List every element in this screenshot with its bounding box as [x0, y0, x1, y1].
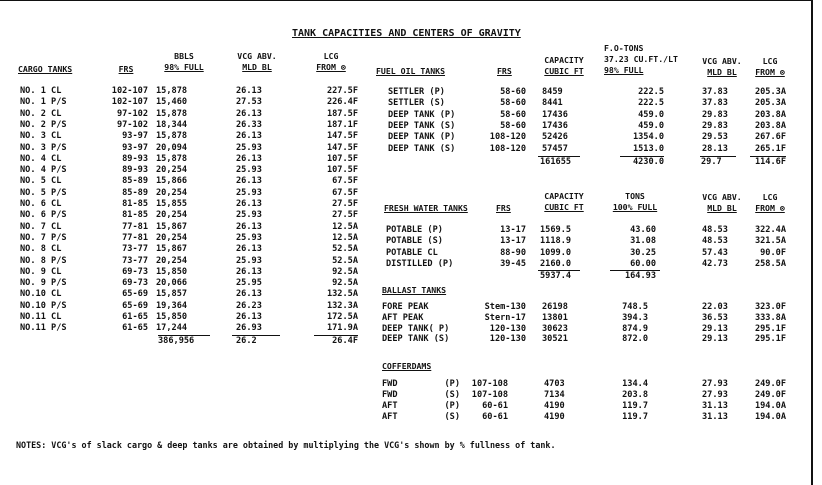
ballast-tank-lcg: 295.1F — [754, 334, 786, 345]
fuel-tank-capacity: 8441 — [542, 98, 563, 109]
cofferdam-capacity: 4190 — [544, 401, 565, 411]
cargo-tank-frs: 81-85 — [122, 199, 148, 209]
cargo-tank-name: NO. 8 CL — [20, 244, 62, 255]
cargo-tank-lcg: 171.9A — [326, 323, 358, 334]
cargo-tank-frs: 61-65 — [122, 312, 148, 322]
fresh-tank-lcg: 321.5A — [754, 236, 786, 247]
fresh-header-lcg: LCG — [762, 192, 778, 202]
cargo-tank-frs: 93-97 — [122, 142, 148, 153]
cargo-tank-frs: 69-73 — [122, 266, 148, 277]
cargo-tank-frs: 73-77 — [122, 244, 148, 255]
page-title: TANK CAPACITIES AND CENTERS OF GRAVITY — [292, 28, 521, 39]
fuel-tank-tons: 459.0 — [638, 109, 664, 120]
cargo-tank-lcg: 12.5A — [332, 232, 358, 243]
cargo-tank-frs: 102-107 — [111, 97, 148, 108]
cofferdam-capacity: 7134 — [544, 390, 565, 400]
cargo-tank-frs: 97-102 — [116, 108, 148, 119]
cargo-tank-vcg: 27.53 — [236, 97, 262, 108]
ballast-tank-frs: 120-130 — [489, 334, 526, 345]
cargo-tank-vcg: 26.13 — [236, 289, 262, 300]
cargo-tank-lcg: 227.5F — [326, 86, 358, 96]
fuel-tank-capacity: 57457 — [542, 143, 568, 154]
cargo-tank-lcg: 52.5A — [332, 255, 358, 266]
cofferdam-frs: 60-61 — [482, 401, 508, 411]
fresh-tank-name: POTABLE CL — [386, 247, 438, 258]
cargo-tank-bbls: 18,344 — [156, 119, 188, 130]
ballast-header: BALLAST TANKS — [382, 285, 447, 295]
fuel-total-tons: 4230.0 — [632, 157, 664, 167]
fuel-tank-frs: 58-60 — [500, 98, 526, 109]
cargo-tank-frs: 85-89 — [122, 187, 148, 198]
cargo-tank-vcg: 26.93 — [236, 323, 262, 334]
fresh-tank-frs: 88-90 — [500, 247, 526, 258]
cargo-header-tanks: CARGO TANKS — [18, 64, 73, 74]
cargo-tank-frs: 102-107 — [111, 86, 148, 96]
cargo-tank-bbls: 15,867 — [156, 244, 188, 255]
cargo-tank-lcg: 67.5F — [332, 187, 358, 198]
cargo-tank-name: NO. 1 P/S — [20, 97, 67, 108]
cofferdam-side: (P) — [444, 401, 460, 411]
fuel-tank-lcg: 205.3A — [754, 98, 786, 109]
ballast-tank-name: FORE PEAK — [382, 302, 429, 312]
cargo-tank-lcg: 187.1F — [326, 119, 358, 130]
fuel-tank-capacity: 52426 — [542, 132, 568, 143]
cargo-tank-bbls: 20,254 — [156, 187, 188, 198]
cargo-header-vcg-sub: MLD BL — [242, 62, 272, 72]
fuel-tank-frs: 58-60 — [500, 87, 526, 97]
cofferdam-vcg: 27.93 — [702, 379, 728, 389]
fuel-tank-tons: 222.5 — [638, 87, 664, 97]
cofferdam-side: (S) — [444, 390, 460, 400]
fuel-header-lcg: LCG — [762, 56, 778, 66]
cofferdam-lcg: 194.0A — [754, 412, 786, 422]
cargo-tank-lcg: 107.5F — [326, 153, 358, 164]
fuel-tank-name: DEEP TANK (S) — [388, 120, 456, 131]
fuel-tank-tons: 222.5 — [638, 98, 664, 109]
cofferdam-tons: 134.4 — [622, 379, 648, 389]
fuel-header-tons-sub: 98% FULL — [604, 65, 644, 75]
fuel-header-tanks: FUEL OIL TANKS — [376, 66, 446, 76]
cargo-tank-lcg: 172.5A — [326, 312, 358, 322]
cofferdam-name: AFT — [382, 401, 398, 411]
cargo-tank-bbls: 15,850 — [156, 312, 188, 322]
ballast-tank-name: DEEP TANK( P) — [382, 323, 450, 334]
fresh-header-tons: TONS — [625, 191, 645, 201]
ballast-tank-capacity: 30521 — [542, 334, 568, 345]
fresh-tank-vcg: 48.53 — [702, 236, 728, 247]
cargo-tank-bbls: 20,254 — [156, 210, 188, 221]
cargo-tank-name: NO.11 CL — [20, 312, 62, 322]
cargo-tank-name: NO. 8 P/S — [20, 255, 67, 266]
ballast-tank-lcg: 295.1F — [754, 323, 786, 334]
cargo-tank-bbls: 15,850 — [156, 266, 188, 277]
fuel-header-capacity-sub: CUBIC FT — [544, 66, 584, 76]
cargo-tank-lcg: 12.5A — [332, 221, 358, 232]
cargo-header-frs: FRS — [118, 64, 134, 74]
fuel-tank-lcg: 203.8A — [754, 120, 786, 131]
cofferdam-frs: 60-61 — [482, 412, 508, 422]
fuel-header-frs: FRS — [497, 66, 512, 76]
cargo-tank-bbls: 20,094 — [156, 142, 188, 153]
cargo-header-lcg-sub: FROM ⊗ — [316, 62, 346, 72]
fresh-header-lcg-sub: FROM ⊗ — [755, 203, 785, 213]
fuel-header-vcg-sub: MLD BL — [707, 67, 737, 77]
cargo-tank-frs: 73-77 — [122, 255, 148, 266]
fuel-tank-name: DEEP TANK (P) — [388, 109, 456, 120]
fuel-tank-frs: 58-60 — [500, 120, 526, 131]
ballast-tank-lcg: 333.8A — [754, 312, 786, 323]
fresh-tank-vcg: 57.43 — [702, 247, 728, 258]
cofferdam-capacity: 4190 — [544, 412, 565, 422]
cargo-tank-bbls: 20,066 — [156, 278, 188, 289]
ballast-tank-vcg: 29.13 — [702, 334, 728, 345]
fuel-tank-capacity: 8459 — [542, 87, 563, 97]
cargo-total-bbls: 386,956 — [158, 336, 195, 346]
fresh-header-capacity: CAPACITY — [544, 191, 584, 201]
cofferdam-lcg: 249.0F — [754, 379, 786, 389]
fuel-tank-vcg: 37.83 — [702, 87, 728, 97]
fuel-tank-vcg: 29.83 — [702, 120, 728, 131]
cargo-tank-name: NO. 4 P/S — [20, 165, 67, 176]
cargo-tank-vcg: 26.13 — [236, 244, 262, 255]
fresh-tank-frs: 13-17 — [500, 236, 526, 247]
fuel-tank-frs: 58-60 — [500, 109, 526, 120]
fresh-tank-name: POTABLE (S) — [386, 236, 443, 247]
fuel-tank-name: SETTLER (P) — [388, 87, 445, 97]
ballast-tank-frs: 120-130 — [489, 323, 526, 334]
fuel-header-vcg: VCG ABV. — [702, 56, 742, 66]
cofferdam-name: FWD — [382, 390, 398, 400]
cargo-tank-bbls: 15,867 — [156, 221, 188, 232]
cargo-tank-name: NO. 2 P/S — [20, 119, 67, 130]
fresh-header-vcg-sub: MLD BL — [707, 203, 737, 213]
notes-text: NOTES: VCG's of slack cargo & deep tanks are obtained by multiplying the VCG's shown by % fullness of tank. — [16, 440, 556, 450]
cargo-header-lcg: LCG — [323, 51, 339, 61]
cargo-tank-name: NO. 6 P/S — [20, 210, 67, 221]
fuel-tank-vcg: 29.53 — [702, 132, 728, 143]
cargo-tank-bbls: 15,855 — [156, 199, 188, 209]
cargo-tank-lcg: 147.5F — [326, 131, 358, 142]
cargo-tank-name: NO. 4 CL — [20, 153, 62, 164]
cargo-tank-bbls: 19,364 — [156, 300, 188, 311]
fresh-header-tanks: FRESH WATER TANKS — [384, 203, 468, 213]
cofferdam-vcg: 31.13 — [702, 401, 728, 411]
cargo-tank-frs: 61-65 — [122, 323, 148, 334]
fresh-header-frs: FRS — [496, 203, 511, 213]
cargo-tank-name: NO. 5 CL — [20, 176, 62, 187]
fuel-total-vcg: 29.7 — [701, 157, 722, 167]
fuel-tank-name: DEEP TANK (S) — [388, 143, 456, 154]
cargo-tank-bbls: 20,254 — [156, 232, 188, 243]
ballast-tank-tons: 748.5 — [622, 302, 648, 312]
ballast-tank-capacity: 13801 — [542, 312, 568, 323]
cofferdam-frs: 107-108 — [471, 379, 508, 389]
fuel-header-capacity: CAPACITY — [544, 55, 584, 65]
ballast-tank-capacity: 26198 — [542, 302, 568, 312]
cargo-tank-lcg: 27.5F — [332, 210, 358, 221]
fresh-total-capacity: 5937.4 — [540, 271, 572, 281]
cargo-tank-lcg: 187.5F — [326, 108, 358, 119]
fuel-header-tons-ratio: 37.23 CU.FT./LT — [604, 54, 678, 64]
fresh-tank-lcg: 258.5A — [754, 258, 786, 269]
fresh-tank-tons: 30.25 — [630, 247, 656, 258]
cofferdam-frs: 107-108 — [471, 390, 508, 400]
fuel-tank-tons: 459.0 — [638, 120, 664, 131]
cargo-tank-lcg: 27.5F — [332, 199, 358, 209]
fuel-tank-name: DEEP TANK (P) — [388, 132, 456, 143]
cofferdam-lcg: 249.0F — [754, 390, 786, 400]
cargo-tank-name: NO. 3 CL — [20, 131, 62, 142]
cargo-header-vcg: VCG ABV. — [237, 51, 277, 61]
fresh-tank-frs: 39-45 — [500, 258, 526, 269]
fresh-tank-tons: 43.60 — [630, 225, 656, 235]
fuel-tank-vcg: 29.83 — [702, 109, 728, 120]
cofferdam-vcg: 31.13 — [702, 412, 728, 422]
cargo-tank-bbls: 20,254 — [156, 165, 188, 176]
cargo-tank-name: NO. 7 CL — [20, 221, 62, 232]
fuel-tank-lcg: 265.1F — [754, 143, 786, 154]
cargo-tank-name: NO. 9 CL — [20, 266, 62, 277]
cargo-tank-vcg: 25.93 — [236, 187, 262, 198]
fuel-header-lcg-sub: FROM ⊗ — [755, 67, 785, 77]
cofferdam-tons: 119.7 — [622, 401, 648, 411]
ballast-tank-vcg: 22.03 — [702, 302, 728, 312]
fuel-header-tons: F.O-TONS — [604, 43, 644, 53]
fuel-tank-capacity: 17436 — [542, 120, 568, 131]
fresh-tank-capacity: 1118.9 — [540, 236, 572, 247]
cargo-tank-vcg: 26.13 — [236, 86, 262, 96]
fresh-tank-tons: 60.00 — [630, 258, 656, 269]
cargo-tank-vcg: 26.13 — [236, 131, 262, 142]
fuel-tank-vcg: 37.83 — [702, 98, 728, 109]
fuel-tank-lcg: 205.3A — [754, 87, 786, 97]
fresh-tank-lcg: 322.4A — [754, 225, 786, 235]
cargo-tank-name: NO.10 CL — [20, 289, 62, 300]
cargo-tank-bbls: 15,878 — [156, 108, 188, 119]
cargo-tank-vcg: 25.93 — [236, 255, 262, 266]
ballast-tank-vcg: 29.13 — [702, 323, 728, 334]
cargo-tank-lcg: 92.5A — [332, 278, 358, 289]
fuel-total-capacity: 161655 — [540, 157, 572, 167]
cargo-tank-lcg: 132.3A — [326, 300, 358, 311]
ballast-tank-tons: 872.0 — [622, 334, 648, 345]
cargo-tank-vcg: 26.13 — [236, 266, 262, 277]
cargo-tank-bbls: 15,460 — [156, 97, 188, 108]
cargo-tank-name: NO. 6 CL — [20, 199, 62, 209]
fresh-total-tons: 164.93 — [624, 271, 656, 281]
fuel-tank-capacity: 17436 — [542, 109, 568, 120]
cargo-tank-lcg: 52.5A — [332, 244, 358, 255]
cofferdam-tons: 203.8 — [622, 390, 648, 400]
fuel-tank-frs: 108-120 — [489, 132, 526, 143]
cargo-tank-lcg: 147.5F — [326, 142, 358, 153]
cargo-tank-frs: 81-85 — [122, 210, 148, 221]
cofferdam-side: (P) — [444, 379, 460, 389]
cofferdam-capacity: 4703 — [544, 379, 565, 389]
fuel-tank-frs: 108-120 — [489, 143, 526, 154]
cargo-header-bbls: BBLS — [174, 51, 194, 61]
cargo-tank-bbls: 20,254 — [156, 255, 188, 266]
cofferdam-tons: 119.7 — [622, 412, 648, 422]
cargo-tank-bbls: 15,878 — [156, 153, 188, 164]
cargo-tank-vcg: 25.93 — [236, 210, 262, 221]
cargo-tank-frs: 93-97 — [122, 131, 148, 142]
fuel-tank-lcg: 203.8A — [754, 109, 786, 120]
cargo-tank-name: NO. 9 P/S — [20, 278, 67, 289]
cargo-tank-frs: 97-102 — [116, 119, 148, 130]
cargo-tank-vcg: 25.93 — [236, 165, 262, 176]
cargo-tank-name: NO. 7 P/S — [20, 232, 67, 243]
fuel-tank-vcg: 28.13 — [702, 143, 728, 154]
fresh-tank-vcg: 48.53 — [702, 225, 728, 235]
cargo-tank-vcg: 26.13 — [236, 221, 262, 232]
cargo-tank-frs: 65-69 — [122, 300, 148, 311]
cofferdam-name: FWD — [382, 379, 398, 389]
ballast-tank-tons: 394.3 — [622, 312, 648, 323]
cargo-tank-lcg: 67.5F — [332, 176, 358, 187]
cargo-tank-vcg: 26.13 — [236, 176, 262, 187]
fresh-tank-name: DISTILLED (P) — [386, 258, 454, 269]
fresh-tank-capacity: 2160.0 — [540, 258, 572, 269]
cargo-tank-vcg: 25.93 — [236, 142, 262, 153]
cofferdam-name: AFT — [382, 412, 398, 422]
cargo-tank-vcg: 25.95 — [236, 278, 262, 289]
cargo-tank-lcg: 107.5F — [326, 165, 358, 176]
cofferdam-side: (S) — [444, 412, 460, 422]
ballast-tank-capacity: 30623 — [542, 323, 568, 334]
ballast-tank-frs: Stem-130 — [484, 302, 526, 312]
cofferdam-vcg: 27.93 — [702, 390, 728, 400]
cargo-tank-frs: 69-73 — [122, 278, 148, 289]
cargo-tank-frs: 89-93 — [122, 153, 148, 164]
ballast-tank-vcg: 36.53 — [702, 312, 728, 323]
cargo-tank-name: NO. 3 P/S — [20, 142, 67, 153]
cargo-tank-lcg: 132.5A — [326, 289, 358, 300]
fresh-tank-tons: 31.08 — [630, 236, 656, 247]
fuel-tank-tons: 1513.0 — [632, 143, 664, 154]
ballast-tank-name: DEEP TANK (S) — [382, 334, 450, 345]
cofferdam-lcg: 194.0A — [754, 401, 786, 411]
cargo-tank-vcg: 25.93 — [236, 232, 262, 243]
cargo-tank-vcg: 26.23 — [236, 300, 262, 311]
cofferdams-header: COFFERDAMS — [382, 361, 432, 371]
ballast-tank-tons: 874.9 — [622, 323, 648, 334]
fresh-tank-frs: 13-17 — [500, 225, 526, 235]
cargo-total-lcg: 26.4F — [332, 336, 358, 346]
cargo-tank-name: NO. 1 CL — [20, 86, 62, 96]
fuel-tank-name: SETTLER (S) — [388, 98, 445, 109]
fresh-tank-capacity: 1569.5 — [540, 225, 572, 235]
fuel-tank-lcg: 267.6F — [754, 132, 786, 143]
cargo-tank-name: NO.11 P/S — [20, 323, 67, 334]
cargo-tank-frs: 77-81 — [122, 221, 148, 232]
fresh-header-tons-sub: 100% FULL — [612, 202, 658, 212]
fresh-tank-name: POTABLE (P) — [386, 225, 443, 235]
cargo-tank-frs: 65-69 — [122, 289, 148, 300]
cargo-total-vcg: 26.2 — [236, 336, 257, 346]
cargo-tank-lcg: 226.4F — [326, 97, 358, 108]
fresh-tank-capacity: 1099.0 — [540, 247, 572, 258]
cargo-tank-vcg: 26.13 — [236, 199, 262, 209]
cargo-tank-name: NO. 2 CL — [20, 108, 62, 119]
cargo-tank-frs: 77-81 — [122, 232, 148, 243]
cargo-tank-name: NO.10 P/S — [20, 300, 67, 311]
cargo-tank-bbls: 17,244 — [156, 323, 188, 334]
ballast-tank-lcg: 323.0F — [754, 302, 786, 312]
fresh-header-vcg: VCG ABV. — [702, 192, 742, 202]
cargo-tank-vcg: 26.13 — [236, 153, 262, 164]
cargo-tank-bbls: 15,878 — [156, 131, 188, 142]
cargo-header-bbls-sub: 98% FULL — [164, 62, 204, 72]
cargo-tank-vcg: 26.13 — [236, 312, 262, 322]
ballast-tank-name: AFT PEAK — [382, 312, 424, 323]
cargo-tank-vcg: 26.33 — [236, 119, 262, 130]
cargo-tank-bbls: 15,857 — [156, 289, 188, 300]
cargo-tank-lcg: 92.5A — [332, 266, 358, 277]
cargo-tank-vcg: 26.13 — [236, 108, 262, 119]
cargo-tank-bbls: 15,878 — [156, 86, 188, 96]
fresh-tank-lcg: 90.0F — [760, 247, 786, 258]
fuel-total-lcg: 114.6F — [754, 157, 786, 167]
cargo-tank-bbls: 15,866 — [156, 176, 188, 187]
fresh-header-capacity-sub: CUBIC FT — [544, 202, 584, 212]
cargo-tank-frs: 89-93 — [122, 165, 148, 176]
cargo-tank-frs: 85-89 — [122, 176, 148, 187]
ballast-tank-frs: Stern-17 — [484, 312, 526, 323]
fuel-tank-tons: 1354.0 — [632, 132, 664, 143]
fresh-tank-vcg: 42.73 — [702, 258, 728, 269]
cargo-tank-name: NO. 5 P/S — [20, 187, 67, 198]
